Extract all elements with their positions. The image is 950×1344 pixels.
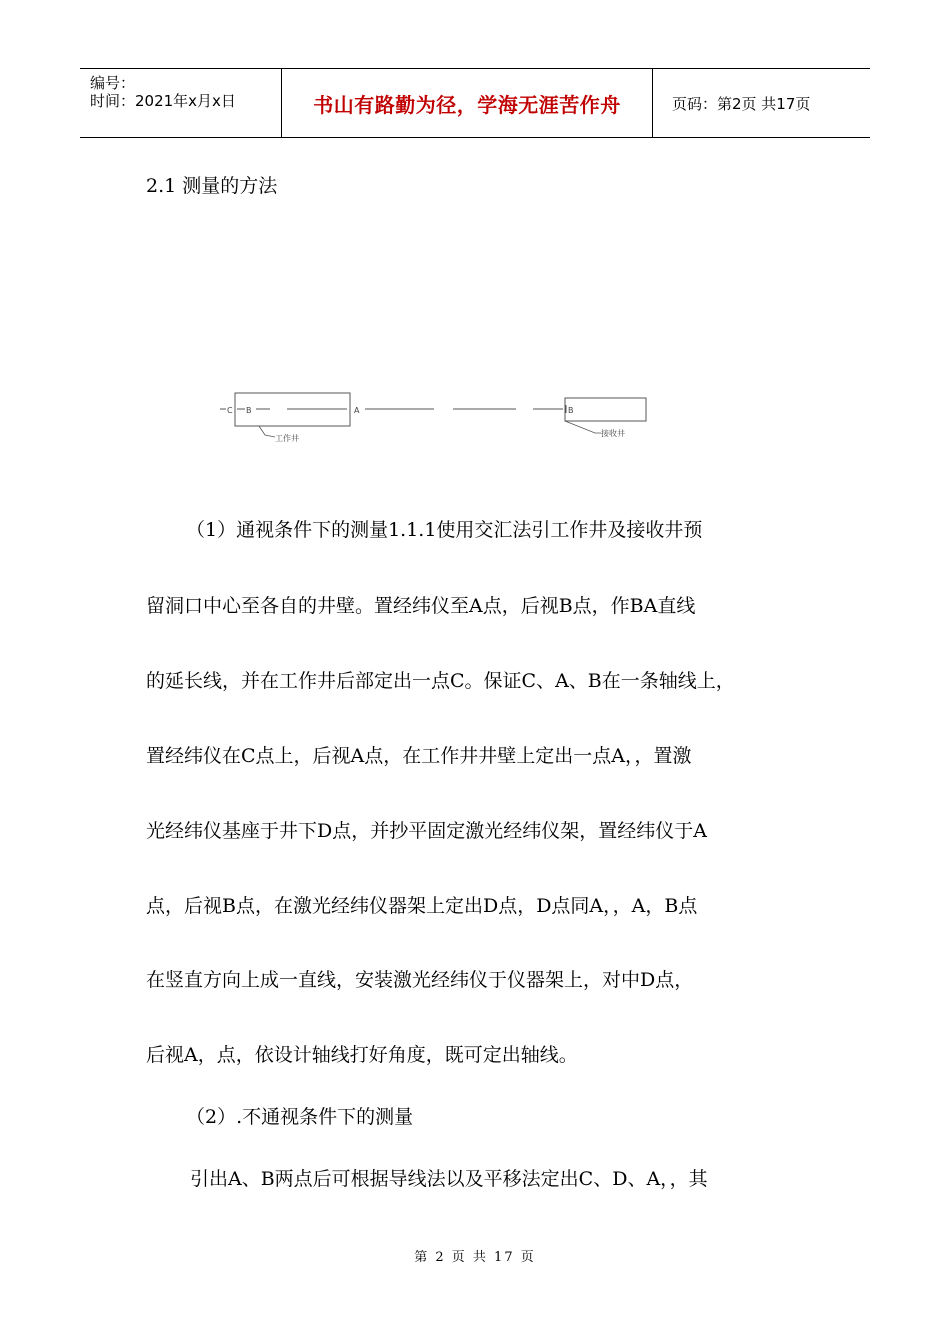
header-motto-cell [281, 69, 653, 137]
paragraph-line: 留洞口中心至各自的井壁。置经纬仪至A点，后视B点，作BA直线 [146, 595, 696, 617]
header-page-info: 页码：第2页 共17页 [672, 94, 811, 113]
survey-diagram [215, 385, 665, 445]
section-title: 2.1 测量的方法 [146, 175, 278, 197]
header-time: 时间：2021年x月x日 [90, 92, 236, 110]
receive-well-rect [565, 398, 646, 421]
header-motto: 书山有路勤为径，学海无涯苦作舟 [313, 92, 621, 117]
page-footer: 第 2 页 共 17 页 [414, 1250, 536, 1265]
paragraph-line: 光经纬仪基座于井下D点，并抄平固定激光经纬仪架，置经纬仪于A [146, 820, 707, 842]
point-b-right-label: B [568, 406, 574, 415]
page-header [80, 68, 870, 138]
subheading-2: （2）.不通视条件下的测量 [186, 1106, 414, 1128]
paragraph-line: 后视A，点，依设计轴线打好角度，既可定出轴线。 [146, 1044, 578, 1066]
paragraph-line: 在竖直方向上成一直线，安装激光经纬仪于仪器架上，对中D点， [146, 969, 694, 991]
receive-well-label: 接收井 [601, 429, 625, 438]
paragraph-line: 的延长线，并在工作井后部定出一点C。保证C、A、B在一条轴线上， [146, 670, 735, 692]
paragraph-line: 置经纬仪在C点上，后视A点，在工作井井壁上定出一点A，，置激 [146, 745, 692, 767]
paragraph-2-line: 引出A、B两点后可根据导线法以及平移法定出C、D、A，，其 [190, 1168, 708, 1190]
point-c-label: C [227, 406, 233, 415]
header-number: 编号： [90, 74, 136, 92]
point-a-label: A [354, 406, 360, 415]
header-meta [80, 69, 280, 137]
work-well-label: 工作井 [275, 434, 299, 443]
paragraph-line: （1）通视条件下的测量1.1.1使用交汇法引工作井及接收井预 [186, 519, 703, 541]
paragraph-line: 点，后视B点，在激光经纬仪器架上定出D点，D点同A，，A，B点 [146, 895, 698, 917]
header-page-cell [662, 69, 870, 137]
point-b-left-label: B [246, 406, 252, 415]
